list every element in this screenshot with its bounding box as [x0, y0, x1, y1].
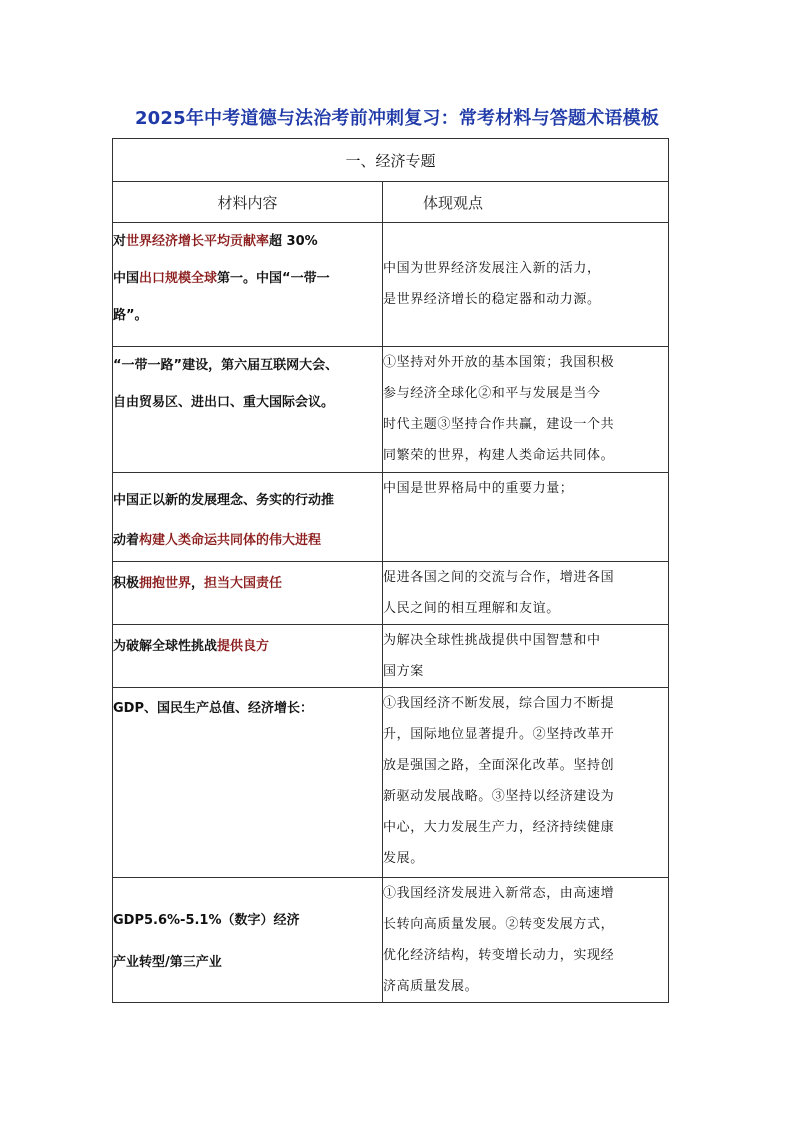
material-text: 自由贸易区、进出口、重大国际会议。 [113, 395, 335, 410]
material-cell [113, 223, 383, 347]
material-text: 对 [113, 234, 127, 249]
material-line [113, 631, 382, 663]
material-line [113, 521, 382, 561]
material-text: GDP5.6%-5.1%（数字）经济 [113, 913, 300, 928]
highlight-text: 担当大国责任 [204, 576, 283, 591]
section-row [113, 139, 669, 182]
material-column-header: 材料内容 [113, 182, 383, 223]
view-line: 时代主题③坚持合作共赢，建设一个共 [383, 417, 615, 432]
view-line: 为解决全球性挑战提供中国智慧和中 [383, 633, 601, 648]
material-cell [113, 878, 383, 1003]
material-line [113, 900, 382, 942]
view-cell [383, 878, 669, 1003]
material-text: 中国正以新的发展理念、务实的行动推 [113, 493, 335, 508]
view-cell [383, 223, 669, 347]
highlight-text: 世界经济增长平均贡献率 [126, 234, 270, 249]
view-line: ①坚持对外开放的基本国策；我国积极 [383, 355, 615, 370]
highlight-text: 拥抱世界 [139, 576, 192, 591]
material-text: 超 30% [269, 234, 318, 249]
material-text: 为破解全球性挑战 [113, 639, 218, 654]
material-line [113, 347, 382, 384]
material-text: 积极 [113, 576, 140, 591]
table-row [113, 625, 669, 688]
material-text: 产业转型/第三产业 [113, 955, 222, 970]
page-title: 2025年中考道德与法治考前冲刺复习：常考材料与答题术语模板 [134, 108, 660, 129]
material-text: ， [191, 576, 205, 591]
view-line: 国方案 [383, 664, 424, 679]
table-row [113, 562, 669, 625]
view-line: 长转向高质量发展。②转变发展方式， [383, 917, 615, 932]
topic-table [112, 138, 669, 1003]
table-row [113, 473, 669, 562]
view-line: 新驱动发展战略。③坚持以经济建设为 [383, 789, 615, 804]
highlight-text: 构建人类命运共同体的伟大进程 [139, 533, 322, 548]
table-row [113, 688, 669, 878]
view-line: 中心，大力发展生产力，经济持续健康 [383, 820, 615, 835]
material-line [113, 481, 382, 521]
highlight-text: 提供良方 [217, 639, 270, 654]
material-line [113, 297, 382, 334]
material-text: 动着 [113, 533, 140, 548]
material-cell [113, 625, 383, 688]
view-cell [383, 562, 669, 625]
material-line [113, 694, 382, 724]
view-line: 中国为世界经济发展注入新的活力， [383, 261, 601, 276]
material-text: 路”。 [113, 308, 148, 323]
section-heading: 一、经济专题 [113, 139, 669, 182]
material-text: 第一。中国“一带一 [217, 271, 330, 286]
view-cell [383, 347, 669, 473]
view-cell [383, 625, 669, 688]
view-line: 发展。 [383, 851, 424, 866]
column-header-row [113, 182, 669, 223]
material-text: 中国 [113, 271, 140, 286]
view-line: 促进各国之间的交流与合作，增进各国 [383, 570, 615, 585]
view-line: 人民之间的相互理解和友谊。 [383, 601, 560, 616]
material-cell [113, 347, 383, 473]
material-text: GDP、国民生产总值、经济增长： [113, 701, 313, 716]
view-line: 升，国际地位显著提升。②坚持改革开 [383, 727, 615, 742]
view-line: 是世界经济增长的稳定器和动力源。 [383, 292, 601, 307]
table-row [113, 347, 669, 473]
table-row [113, 223, 669, 347]
view-line: 参与经济全球化②和平与发展是当今 [383, 386, 601, 401]
material-line [113, 384, 382, 421]
material-text: “一带一路”建设，第六届互联网大会、 [113, 358, 339, 373]
highlight-text: 出口规模全球 [139, 271, 218, 286]
view-line: 同繁荣的世界，构建人类命运共同体。 [383, 448, 615, 463]
material-line [113, 568, 382, 600]
view-cell [383, 688, 669, 878]
material-cell [113, 562, 383, 625]
material-line [113, 223, 382, 260]
view-line: 优化经济结构，转变增长动力，实现经 [383, 948, 615, 963]
material-cell [113, 688, 383, 878]
material-line [113, 942, 382, 984]
material-line [113, 260, 382, 297]
view-line: ①我国经济发展进入新常态，由高速增 [383, 886, 615, 901]
view-line: 中国是世界格局中的重要力量； [383, 481, 574, 496]
table-row [113, 878, 669, 1003]
view-line: 放是强国之路，全面深化改革。坚持创 [383, 758, 615, 773]
view-line: ①我国经济不断发展，综合国力不断提 [383, 696, 615, 711]
material-cell [113, 473, 383, 562]
view-column-header: 体现观点 [383, 182, 669, 223]
view-line: 济高质量发展。 [383, 979, 479, 994]
view-cell [383, 473, 669, 562]
